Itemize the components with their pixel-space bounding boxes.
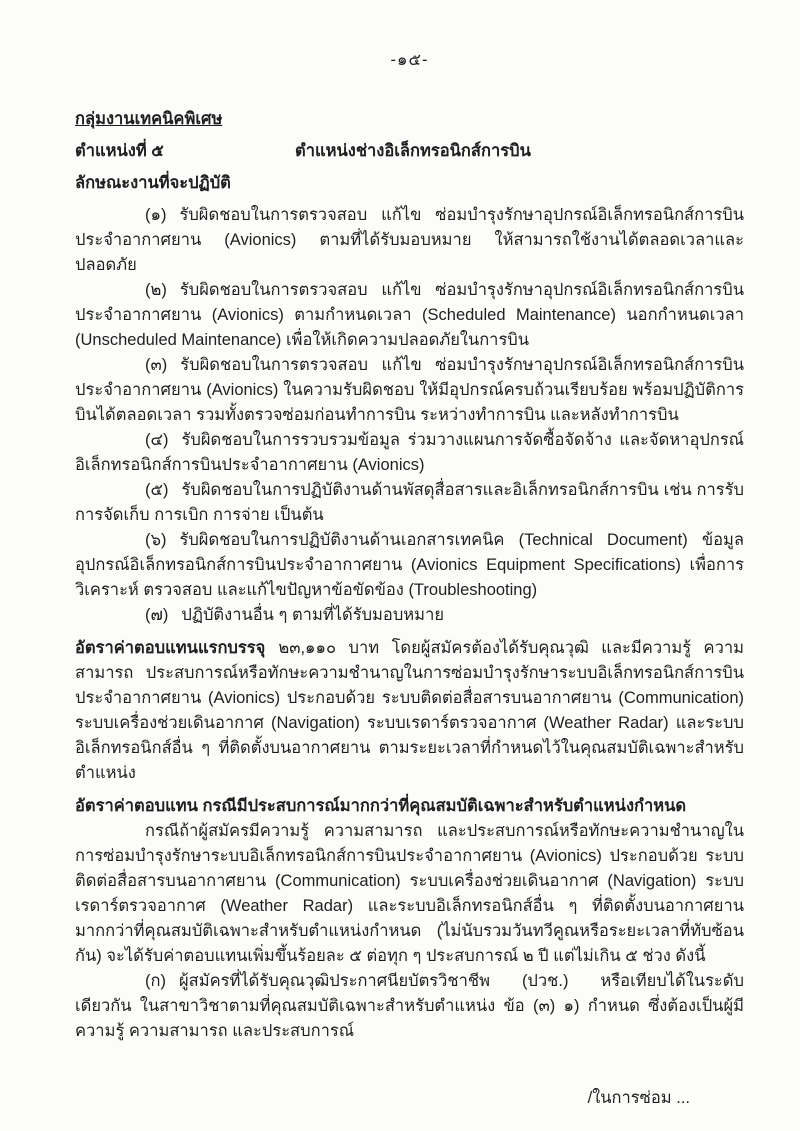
duty-number: (๗) [145,606,169,624]
duty-text: รับผิดชอบในการตรวจสอบ แก้ไข ซ่อมบำรุงรักษาอุปกรณ์อิเล็กทรอนิกส์การบินประจำอากาศยาน (Avionics) ในความรับผิดชอบ ให้มีอุปกรณ์ครบถ้วนเรียบร้อย พร้อมปฏิบัติการบินได้ตลอดเวลา รวมทั้งตรวจซ่อมก่อนทำการบิน ระหว่างทำการบิน และหลังทำการบิน [75,356,744,424]
duty-text: รับผิดชอบในการปฏิบัติงานด้านพัสดุสื่อสารและอิเล็กทรอนิกส์การบิน เช่น การรับ การจัดเก็บ การเบิก การจ่าย เป็นต้น [75,481,744,524]
duties-heading: ลักษณะงานที่จะปฏิบัติ [75,174,231,192]
item-a-text: ผู้สมัครที่ได้รับคุณวุฒิประกาศนียบัตรวิชาชีพ (ปวช.) หรือเทียบได้ในระดับเดียวกัน ในสาขาวิชาตามที่คุณสมบัติเฉพาะสำหรับตำแหน่ง ข้อ (๓) ๑) กำหนด ซึ่งต้องเป็นผู้มีความรู้ ความสามารถ และประสบการณ์ [75,972,744,1040]
duty-number: (๑) [145,206,167,224]
duty-text: รับผิดชอบในการรวบรวมข้อมูล ร่วมวางแผนการจัดซื้อจัดจ้าง และจัดหาอุปกรณ์อิเล็กทรอนิกส์การบินประจำอากาศยาน (Avionics) [75,431,744,474]
duty-number: (๔) [145,431,169,449]
duty-number: (๒) [145,281,167,299]
starting-salary-heading: อัตราค่าตอบแทนแรกบรรจุ [75,639,266,657]
section-gap [75,786,744,794]
duty-number: (๖) [145,531,167,549]
duty-item [75,278,744,353]
duty-item [75,353,744,428]
duty-text: รับผิดชอบในการตรวจสอบ แก้ไข ซ่อมบำรุงรักษาอุปกรณ์อิเล็กทรอนิกส์การบินประจำอากาศยาน (Avionics) ตามที่ได้รับมอบหมาย ให้สามารถใช้งานได้ตลอดเวลาและปลอดภัย [75,206,744,274]
duty-item [75,603,744,628]
starting-salary-text: ๒๓,๑๑๐ บาท โดยผู้สมัครต้องได้รับคุณวุฒิ และมีความรู้ ความสามารถ ประสบการณ์หรือทักษะความชำนาญในการซ่อมบำรุงรักษาระบบอิเล็กทรอนิกส์การบินประจำอากาศยาน (Avionics) ประกอบด้วย ระบบติดต่อสื่อสารบนอากาศยาน (Communication) ระบบเครื่องช่วยเดินอากาศ (Navigation) ระบบเรดาร์ตรวจอากาศ (Weather Radar) และระบบอิเล็กทรอนิกส์อื่น ๆ ที่ติดตั้งบนอากาศยาน ตามระยะเวลาที่กำหนดไว้ในคุณสมบัติเฉพาะสำหรับตำแหน่ง [75,639,744,782]
duty-number: (๓) [145,356,168,374]
duty-number: (๕) [145,481,169,499]
section-gap [75,628,744,636]
page-number: -๑๕- [390,51,429,69]
duty-item [75,428,744,478]
experience-salary-paragraph: กรณีถ้าผู้สมัครมีความรู้ ความสามารถ และประสบการณ์หรือทักษะความชำนาญในการซ่อมบำรุงรักษาระบบอิเล็กทรอนิกส์การบินประจำอากาศยาน (Avionics) ประกอบด้วย ระบบติดต่อสื่อสารบนอากาศยาน (Communication) ระบบเครื่องช่วยเดินอากาศ (Navigation) ระบบเรดาร์ตรวจอากาศ (Weather Radar) และระบบอิเล็กทรอนิกส์อื่น ๆ ที่ติดตั้งบนอากาศยาน มากกว่าที่คุณสมบัติเฉพาะสำหรับตำแหน่งกำหนด (ไม่นับรวมวันทวีคูณหรือระยะเวลาที่ทับซ้อนกัน) จะได้รับค่าตอบแทนเพิ่มขึ้นร้อยละ ๕ ต่อทุก ๆ ประสบการณ์ ๒ ปี แต่ไม่เกิน ๕ ช่วง ดังนี้ [75,822,744,965]
position-title: ตำแหน่งช่างอิเล็กทรอนิกส์การบิน [295,142,531,160]
continuation-note: /ในการซ่อม ... [587,1089,690,1107]
duty-item [75,478,744,528]
duty-text: รับผิดชอบในการตรวจสอบ แก้ไข ซ่อมบำรุงรักษาอุปกรณ์อิเล็กทรอนิกส์การบินประจำอากาศยาน (Avionics) ตามกำหนดเวลา (Scheduled Maintenance) นอกกำหนดเวลา (Unscheduled Maintenance) เพื่อให้เกิดความปลอดภัยในการบิน [75,281,744,349]
experience-salary-heading: อัตราค่าตอบแทน กรณีมีประสบการณ์มากกว่าที่คุณสมบัติเฉพาะสำหรับตำแหน่งกำหนด [75,797,687,815]
duty-text: ปฏิบัติงานอื่น ๆ ตามที่ได้รับมอบหมาย [181,606,444,624]
duty-item [75,203,744,278]
group-heading: กลุ่มงานเทคนิคพิเศษ [75,110,223,128]
position-row [75,139,744,164]
spacer [265,639,278,657]
duty-item [75,528,744,603]
position-number-label: ตำแหน่งที่ ๕ [75,142,164,160]
item-a [75,969,744,1044]
item-a-number: (ก) [145,972,166,990]
duty-text: รับผิดชอบในการปฏิบัติงานด้านเอกสารเทคนิค (Technical Document) ข้อมูลอุปกรณ์อิเล็กทรอนิกส์การบินประจำอากาศยาน (Avionics Equipment Specifications) เพื่อการวิเคราะห์ ตรวจสอบ และแก้ไขปัญหาข้อขัดข้อง (Troubleshooting) [75,531,744,599]
starting-salary-paragraph [75,636,744,786]
